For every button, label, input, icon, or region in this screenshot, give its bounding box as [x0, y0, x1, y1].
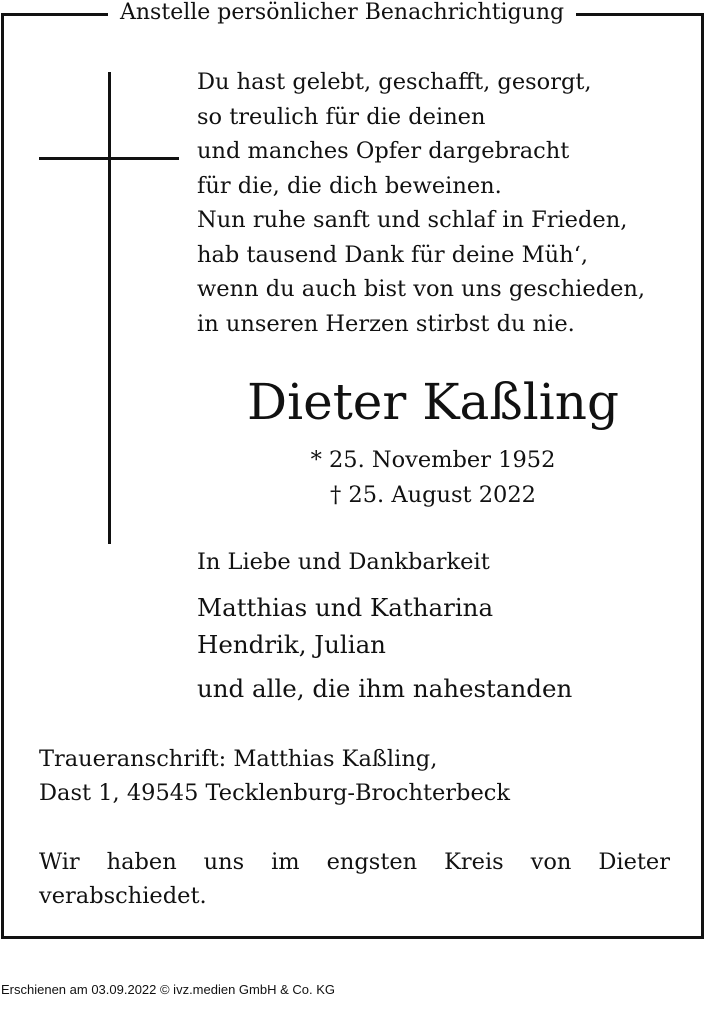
cross-vertical-bar — [108, 72, 111, 544]
address-line: Traueranschrift: Matthias Kaßling, — [39, 746, 438, 772]
poem-line: und manches Opfer dargebracht — [197, 138, 570, 164]
poem-line: Du hast gelebt, geschafft, gesorgt, — [197, 69, 592, 95]
mourners-list — [197, 589, 493, 663]
cross-horizontal-bar — [39, 157, 179, 160]
mourner-line: Matthias und Katharina — [197, 593, 494, 622]
poem-line: hab tausend Dank für deine Müh‘, — [197, 241, 588, 268]
poem-line: wenn du auch bist von uns geschieden, — [197, 276, 646, 302]
mourner-line: Hendrik, Julian — [197, 630, 386, 659]
dedication-line: In Liebe und Dankbarkeit — [197, 549, 490, 575]
farewell-line: Wir haben uns im engsten Kreis von Dieter — [39, 849, 670, 875]
farewell-note — [39, 845, 670, 913]
death-date: † 25. August 2022 — [330, 481, 536, 508]
farewell-line: verabschiedet. — [39, 883, 207, 909]
poem-line: für die, die dich beweinen. — [197, 172, 502, 199]
mourning-address — [39, 742, 510, 810]
poem-line: Nun ruhe sanft und schlaf in Frieden, — [197, 207, 628, 233]
memorial-poem — [197, 65, 645, 341]
notice-header: Anstelle persönlicher Benachrichtigung — [108, 0, 576, 26]
address-line: Dast 1, 49545 Tecklenburg-Brochterbeck — [39, 780, 511, 806]
mourners-others: und alle, die ihm nahestanden — [197, 674, 573, 703]
publication-footer: Erschienen am 03.09.2022 © ivz.medien GmbH & Co. KG — [1, 982, 336, 997]
life-dates — [150, 443, 709, 512]
deceased-name: Dieter Kaßling — [247, 373, 619, 431]
birth-date: * 25. November 1952 — [310, 447, 556, 473]
poem-line: so treulich für die deinen — [197, 103, 486, 130]
poem-line: in unseren Herzen stirbst du nie. — [197, 310, 575, 337]
